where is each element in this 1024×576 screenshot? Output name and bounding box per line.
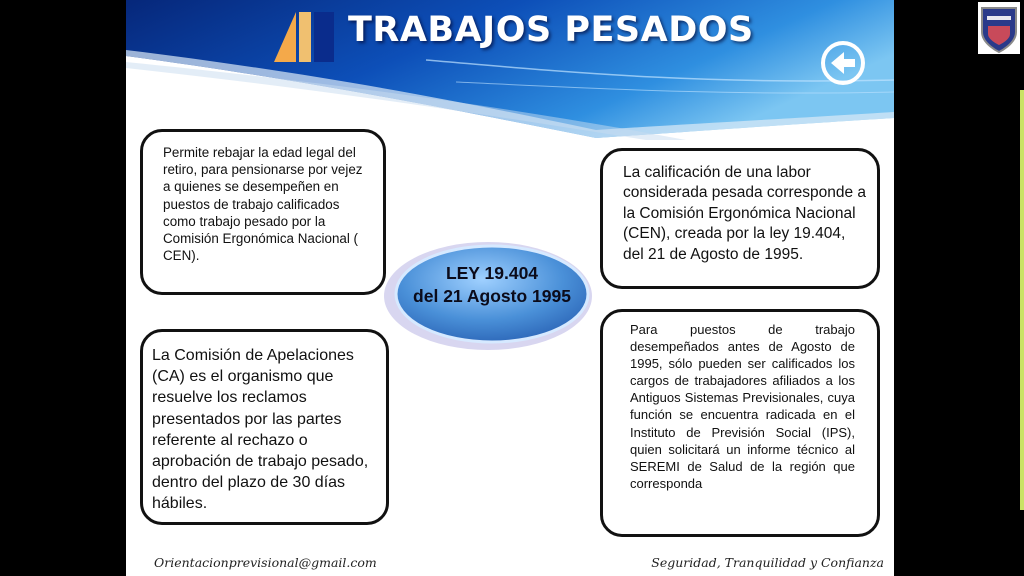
info-box-text: Permite rebajar la edad legal del retiro, para pensionarse por vejez a quienes se desempeñen en puestos de trabajo calificados como trabajo pesado por la Comisión Ergonómica Nacional ( CEN). [163, 145, 363, 264]
law-title [376, 262, 608, 308]
law-number: LEY 19.404 [445, 263, 539, 283]
shield-emblem-icon [978, 2, 1020, 54]
back-arrow-icon[interactable] [820, 40, 866, 86]
page-title: TRABAJOS PESADOS [348, 10, 754, 50]
bars-logo-icon [274, 10, 334, 62]
footer-slogan: Seguridad, Tranquilidad y Confianza [651, 555, 884, 570]
slide [126, 0, 894, 576]
info-box-appeals [140, 329, 389, 525]
law-date: del 21 Agosto 1995 [413, 286, 571, 306]
info-box-text: Para puestos de trabajo desempeñados antes de Agosto de 1995, sólo pueden ser calificados los cargos de trabajadores afiliados a los Antiguos Sistemas Previsionales, cuya función se encuentra radicada en el Instituto de Previsión Social (IPS), quien solicitará un informe técnico al SEREMI de Salud de la región que corresponda [630, 322, 855, 491]
footer-email: Orientacionprevisional@gmail.com [154, 555, 377, 570]
info-box-text: La calificación de una labor considerada pesada corresponde a la Comisión Ergonómica Nacional (CEN), creada por la ley 19.404, del 21 de Agosto de 1995. [623, 164, 867, 263]
side-strip [1020, 90, 1024, 510]
info-box-retirement [140, 129, 386, 295]
info-box-cen [600, 148, 880, 289]
info-box-text: La Comisión de Apelaciones (CA) es el organismo que resuelve los reclamos presentados por las partes referente al rechazo o aprobación de trabajo pesado, dentro del plazo de 30 días hábiles. [152, 347, 369, 513]
info-box-old-systems [600, 309, 880, 537]
